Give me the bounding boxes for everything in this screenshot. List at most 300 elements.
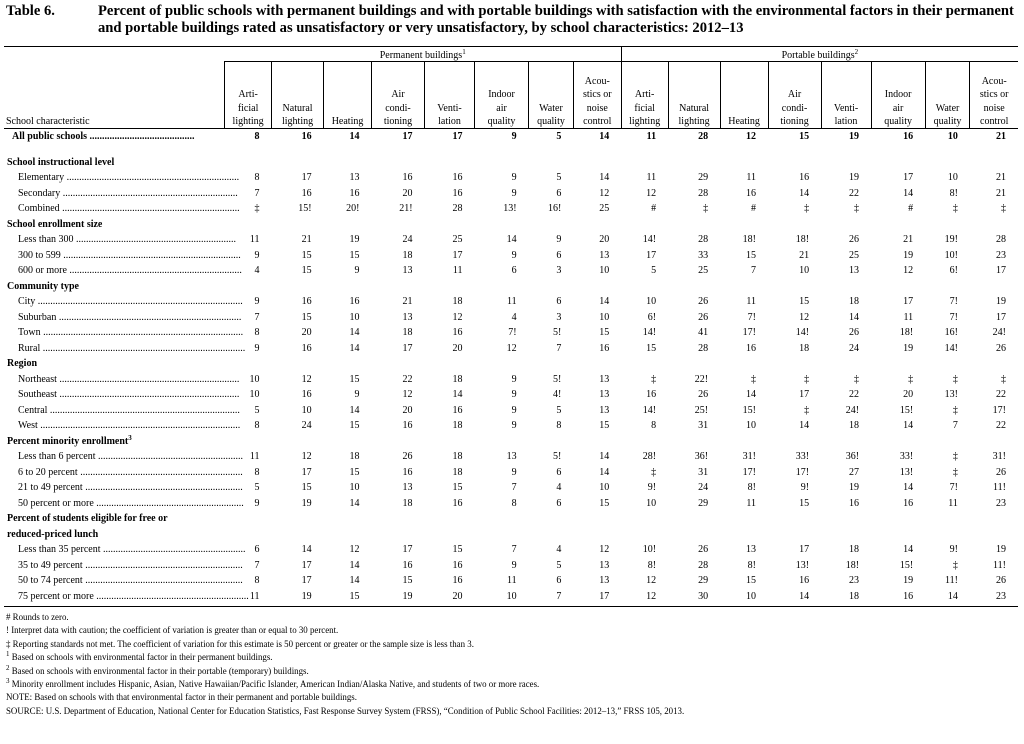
table-cell: ‡	[651, 373, 657, 385]
table-cell: 10!	[642, 544, 657, 555]
table-cell: 16	[402, 172, 413, 183]
table-row	[4, 589, 1018, 605]
table-cell: 14	[349, 404, 360, 416]
table-cell: ‡	[751, 373, 756, 385]
table-cell: 9	[254, 342, 260, 354]
table-cell: 15	[799, 296, 810, 307]
table-cell: 9	[511, 404, 517, 416]
column-header: Venti- lation	[425, 62, 475, 129]
table-cell: 11	[746, 172, 756, 183]
table-cell: 16	[301, 389, 312, 400]
table-cell: 15	[349, 466, 360, 478]
table-cell: ‡	[1001, 373, 1006, 385]
table-cell: 17	[646, 249, 657, 261]
table-cell: ‡	[804, 373, 810, 385]
table-cell: 11	[746, 296, 756, 307]
table-cell: 11	[903, 311, 914, 323]
table-cell: 14	[349, 327, 360, 338]
table-title-text: Percent of public schools with permanent buildings and with portable buildings with satisfaction with the environmental factors in their permanent and portable buildings rated as unsatisfactory or very unsatisfactory, by school characteristics: 2012–13	[98, 3, 1014, 36]
column-header: Acou- stics or noise control	[573, 62, 621, 129]
table-cell: 14	[746, 389, 756, 400]
table-cell: 12	[903, 265, 914, 276]
table-cell: 20	[452, 590, 463, 602]
table-cell: ‡	[651, 466, 657, 478]
table-cell: 19	[349, 234, 360, 245]
table-cell: 14	[599, 466, 610, 478]
table-cell: 16	[452, 559, 463, 571]
column-header: Venti- lation	[821, 62, 871, 129]
group-header-row	[4, 47, 1018, 62]
table-cell: 10	[746, 590, 756, 602]
column-header: Water quality	[925, 62, 970, 129]
table-cell: 17	[301, 575, 312, 586]
table-cell: 17!	[795, 466, 810, 478]
table-cell: 20	[402, 187, 413, 199]
table-cell: 14	[599, 451, 610, 462]
table-cell: 15!	[899, 559, 914, 571]
column-header: Indoor air quality	[474, 62, 528, 129]
table-cell: 16	[746, 342, 756, 354]
table-cell: 18!	[845, 559, 860, 571]
table-cell: 4	[556, 544, 562, 555]
table-cell: 6	[254, 544, 260, 555]
table-cell: 12	[506, 342, 517, 354]
table-row	[4, 170, 1018, 186]
table-cell: 6!	[949, 265, 958, 276]
table-cell: 23	[996, 249, 1006, 261]
row-label: 35 to 49 percent ...............................................................	[18, 559, 243, 571]
table-cell: 9	[511, 559, 517, 571]
table-cell: 14!	[642, 404, 657, 416]
table-cell: 20	[402, 404, 413, 416]
row-label: Elementary .....................................................................	[18, 172, 240, 183]
table-cell: 20!	[346, 203, 360, 214]
table-cell: 24!	[992, 327, 1006, 338]
table-number: Table 6.	[6, 3, 55, 19]
table-row	[4, 341, 1018, 357]
row-label: reduced-priced lunch	[7, 528, 99, 540]
table-cell: 17!	[742, 327, 756, 338]
table-cell: 14	[799, 420, 810, 431]
table-cell: 11	[646, 131, 657, 142]
table-cell: 7!	[949, 296, 958, 307]
row-label: Northeast ........................................................................	[18, 373, 240, 385]
table-cell: 14	[799, 590, 810, 602]
table-cell: 24	[301, 420, 312, 431]
table-cell: 9	[511, 389, 517, 400]
table-cell: 13	[402, 265, 413, 276]
table-cell: 15	[349, 373, 360, 385]
table-cell: 12	[646, 575, 657, 586]
table-cell: 19	[903, 342, 914, 354]
table-cell: 20	[301, 327, 312, 338]
table-cell: 36!	[694, 451, 709, 462]
table-cell: 12	[599, 187, 610, 199]
table-cell: 9!	[949, 544, 958, 555]
table-cell: 15!	[298, 203, 312, 214]
table-cell: 8!	[949, 187, 958, 199]
table-cell: 15	[799, 131, 810, 142]
section-header-row	[4, 279, 1018, 295]
table-cell: 8	[254, 131, 260, 142]
table-cell: 7	[952, 420, 958, 431]
table-cell: 26	[849, 327, 860, 338]
table-cell: 9	[511, 172, 517, 183]
table-cell: 16	[599, 342, 610, 354]
table-cell: 41	[698, 327, 709, 338]
row-label: Less than 300 ................................................................	[18, 234, 237, 245]
table-cell: 15	[599, 420, 610, 431]
table-cell: 14	[349, 559, 360, 571]
table-cell: 13!	[944, 389, 958, 400]
table-cell: 15	[349, 249, 360, 261]
table-cell: 22	[402, 373, 413, 385]
table-cell: 16	[452, 497, 463, 509]
table-cell: 14	[799, 187, 810, 199]
table-cell: 18	[849, 590, 860, 602]
row-label: Less than 35 percent .........................................................	[18, 544, 246, 555]
table-cell: 15	[746, 249, 756, 261]
table-cell: 26	[698, 389, 709, 400]
row-label: Southeast ........................................................................	[18, 389, 240, 400]
table-cell: 10	[646, 497, 657, 509]
table-cell: ‡	[952, 404, 958, 416]
table-cell: 12	[746, 131, 756, 142]
row-label: School enrollment size	[7, 218, 103, 230]
group-permanent: Permanent buildings$^1$	[225, 47, 622, 62]
table-cell: 15	[799, 497, 810, 509]
table-cell: 9	[511, 466, 517, 478]
table-cell: 11	[948, 497, 958, 509]
row-label: Percent of students eligible for free or	[7, 513, 168, 524]
section-header-row	[4, 511, 1018, 527]
footnote: NOTE: Based on schools with that environmental factor in their permanent and portable buildings.	[6, 692, 357, 703]
table-cell: 16	[301, 342, 312, 354]
table-cell: 16	[452, 327, 463, 338]
col-school-characteristic: School characteristic	[4, 62, 225, 129]
table-cell: 19	[996, 544, 1006, 555]
table-cell: 26	[996, 466, 1006, 478]
table-cell: 7	[751, 265, 756, 276]
table-row	[4, 232, 1018, 248]
column-header: Natural lighting	[668, 62, 720, 129]
table-cell: 7!	[747, 311, 756, 323]
column-header: Air condi- tioning	[768, 62, 821, 129]
table-cell: 12	[301, 451, 312, 462]
section-header-row	[4, 527, 1018, 543]
row-label: Rural .................................................................................	[18, 342, 246, 354]
table-cell: 13	[506, 451, 517, 462]
table-cell: 15	[452, 482, 463, 493]
table-cell: 10	[349, 482, 360, 493]
table-cell: 10	[746, 420, 756, 431]
table-row	[4, 403, 1018, 419]
table-cell: 10	[349, 311, 360, 323]
table-cell: 33	[698, 249, 709, 261]
table-cell: 18!	[742, 234, 756, 245]
table-row	[4, 496, 1018, 512]
table-cell: 7	[511, 482, 517, 493]
footnote: SOURCE: U.S. Department of Education, National Center for Education Statistics, Fast Response Survey System (FRSS), “Condition of Public School Facilities: 2012–13,” FRSS 105, 2013.	[6, 705, 685, 716]
table-cell: 20	[903, 389, 914, 400]
table-cell: 14!	[642, 234, 657, 245]
table-cell: 15	[349, 420, 360, 431]
table-cell: 16	[799, 575, 810, 586]
table-cell: 13	[599, 389, 610, 400]
table-cell: 9	[556, 234, 562, 245]
table-cell: 28	[452, 203, 463, 214]
table-cell: 16	[452, 187, 463, 199]
table-cell: 18	[799, 342, 810, 354]
column-header: Arti- ficial lighting	[621, 62, 668, 129]
table-cell: 14	[947, 590, 958, 602]
table-cell: 17	[301, 172, 312, 183]
table-cell: 15	[301, 311, 312, 323]
table-cell: 9	[511, 249, 517, 261]
table-cell: 8!	[647, 559, 657, 571]
table-cell: 10	[599, 482, 610, 493]
table-cell: 18	[402, 327, 413, 338]
table-cell: 25	[452, 234, 463, 245]
table-cell: 15	[746, 575, 756, 586]
table-cell: 17	[301, 466, 312, 478]
table-cell: 5	[556, 559, 562, 571]
table-cell: 13	[349, 172, 360, 183]
table-cell: 16	[746, 187, 756, 199]
table-cell: 19!	[944, 234, 958, 245]
table-row	[4, 294, 1018, 310]
table-cell: 26	[698, 544, 709, 555]
table-cell: 17!	[742, 466, 756, 478]
table-cell: 8	[254, 172, 260, 183]
table-cell: 29	[698, 497, 709, 509]
table-cell: 21!	[399, 203, 413, 214]
table-cell: 5!	[553, 327, 562, 338]
table-cell: 17	[799, 544, 810, 555]
table-cell: 7	[254, 559, 260, 571]
table-cell: 26	[698, 311, 709, 323]
table-cell: 21	[996, 187, 1006, 199]
table-cell: 13	[746, 544, 756, 555]
table-cell: 16	[903, 131, 914, 142]
column-header: Air condi- tioning	[371, 62, 424, 129]
group-portable: Portable buildings$^2$	[621, 47, 1018, 62]
table-cell: 11!	[993, 482, 1006, 493]
table-cell: 18	[402, 497, 413, 509]
table-cell: 13	[599, 404, 610, 416]
table-cell: ‡	[804, 203, 810, 214]
table-cell: 31!	[742, 451, 756, 462]
table-cell: 10	[947, 131, 958, 142]
table-cell: 17!	[992, 404, 1006, 416]
table-cell: 7	[511, 544, 517, 555]
table-cell: 15	[452, 544, 463, 555]
table-cell: 10	[249, 389, 260, 400]
table-cell: 26	[996, 342, 1006, 354]
section-header-row	[4, 217, 1018, 233]
table-cell: 7	[556, 342, 562, 354]
table-cell: 14!	[795, 327, 810, 338]
table-cell: 8	[511, 497, 517, 509]
table-cell: 23	[996, 590, 1006, 602]
footnote: ! Interpret data with caution; the coefficient of variation is greater than or equal to 30 percent.	[6, 625, 339, 636]
table-cell: 17	[903, 296, 914, 307]
table-cell: 28	[698, 342, 709, 354]
table-cell: 8!	[747, 482, 756, 493]
table-cell: 24	[402, 234, 413, 245]
row-label: School instructional level	[7, 156, 115, 168]
table-cell: 9	[511, 187, 517, 199]
table-cell: 11	[452, 265, 463, 276]
table-cell: 6	[556, 249, 562, 261]
row-label: Secondary ......................................................................	[18, 187, 238, 199]
column-header: Water quality	[529, 62, 574, 129]
table-cell: ‡	[854, 203, 860, 214]
table-cell: 8	[254, 575, 260, 586]
table-cell: 19	[402, 590, 413, 602]
total-row	[4, 129, 1018, 145]
table-cell: 7!	[508, 327, 517, 338]
table-title	[6, 3, 1016, 37]
table-cell: 21	[402, 296, 413, 307]
table-cell: 14	[349, 342, 360, 354]
table-cell: 12	[646, 187, 657, 199]
table-cell: 25!	[694, 404, 709, 416]
table-cell: 23	[849, 575, 860, 586]
row-label: Percent minority enrollment$^3$	[7, 433, 132, 447]
table-row	[4, 310, 1018, 326]
column-header: Arti- ficial lighting	[225, 62, 272, 129]
table-cell: 19	[301, 497, 312, 509]
row-label: 600 or more .....................................................................	[18, 265, 242, 276]
table-cell: 18!	[899, 327, 914, 338]
table-cell: ‡	[952, 451, 958, 462]
table-cell: 22	[849, 389, 860, 400]
table-cell: ‡	[804, 404, 810, 416]
table-cell: 5	[651, 265, 657, 276]
table-cell: 30	[698, 590, 709, 602]
table-cell: #	[751, 203, 756, 214]
table-cell: 36!	[845, 451, 860, 462]
table-cell: 14	[506, 234, 517, 245]
section-header-row	[4, 155, 1018, 171]
table-cell: ‡	[952, 559, 958, 571]
table-cell: 22	[996, 389, 1006, 400]
table-cell: ‡	[952, 466, 958, 478]
table-cell: 8	[254, 327, 260, 338]
row-label: City ..................................................................................	[18, 296, 243, 307]
table-cell: 24	[698, 482, 709, 493]
table-cell: 17	[402, 131, 413, 142]
table-cell: 14	[903, 482, 914, 493]
table-cell: 21	[301, 234, 312, 245]
table-cell: 21	[903, 234, 914, 245]
table-row	[4, 263, 1018, 279]
table-cell: 15	[301, 482, 312, 493]
column-header: Heating	[720, 62, 768, 129]
table-cell: #	[651, 203, 657, 214]
table-cell: 6!	[647, 311, 657, 323]
table-row	[4, 558, 1018, 574]
table-cell: 15	[599, 327, 610, 338]
table-cell: 16	[452, 172, 463, 183]
table-row	[4, 480, 1018, 496]
table-cell: 11	[506, 296, 517, 307]
table-cell: 23	[996, 497, 1006, 509]
table-cell: 19	[301, 590, 312, 602]
column-header: Natural lighting	[272, 62, 324, 129]
table-cell: 29	[698, 172, 709, 183]
table-body	[4, 129, 1018, 605]
row-label: Suburban .........................................................................	[18, 311, 242, 323]
table-cell: 16	[301, 131, 312, 142]
table-cell: 26	[402, 451, 413, 462]
footnote: $^3$ Minority enrollment includes Hispanic, Asian, Native Hawaiian/Pacific Islander, American Indian/Alaska Native, and students of two or more races.	[6, 677, 540, 690]
footnote: $^1$ Based on schools with environmental factor in their permanent buildings.	[6, 650, 273, 663]
table-cell: 17	[996, 265, 1006, 276]
table-cell: 28	[698, 559, 709, 571]
table-cell: 7	[254, 311, 260, 323]
table-cell: 24!	[845, 404, 860, 416]
table-cell: 13!	[795, 559, 810, 571]
table-cell: 18	[849, 296, 860, 307]
table-cell: 22	[849, 187, 860, 199]
table-cell: 25	[849, 249, 860, 261]
table-cell: 16	[402, 559, 413, 571]
table-cell: 25	[698, 265, 709, 276]
table-cell: 29	[698, 575, 709, 586]
table-cell: 9	[354, 389, 360, 400]
table-cell: 5	[556, 172, 562, 183]
table-cell: 13!	[899, 466, 914, 478]
table-cell: 18	[452, 420, 463, 431]
table-cell: 8	[254, 466, 260, 478]
table-cell: 7!	[949, 482, 958, 493]
table-cell: 14	[301, 544, 312, 555]
row-label: West ................................................................................	[18, 420, 241, 431]
table-cell: 19	[903, 575, 914, 586]
table-row	[4, 248, 1018, 264]
data-table	[4, 46, 1018, 604]
table-cell: 12	[402, 389, 413, 400]
table-cell: 6	[556, 466, 562, 478]
column-header: Heating	[324, 62, 372, 129]
table-cell: 14	[599, 296, 610, 307]
table-cell: 14	[452, 389, 463, 400]
table-cell: 28	[698, 187, 709, 199]
table-cell: 9	[254, 249, 260, 261]
table-cell: 9!	[647, 482, 657, 493]
table-cell: 15!	[899, 404, 914, 416]
table-cell: 14	[349, 131, 360, 142]
table-cell: 11	[646, 172, 657, 183]
table-cell: 18!	[795, 234, 810, 245]
table-cell: 6	[511, 265, 517, 276]
table-cell: 16	[849, 497, 860, 509]
table-cell: 33!	[795, 451, 810, 462]
table-cell: 4!	[553, 389, 562, 400]
table-cell: 9	[354, 265, 360, 276]
table-cell: 19	[849, 131, 860, 142]
table-row	[4, 465, 1018, 481]
table-row	[4, 542, 1018, 558]
table-row	[4, 372, 1018, 388]
table-cell: 13	[599, 373, 610, 385]
table-cell: 8!	[747, 559, 756, 571]
table-cell: 14!	[642, 327, 657, 338]
table-cell: ‡	[908, 373, 914, 385]
table-cell: 21	[799, 249, 810, 261]
